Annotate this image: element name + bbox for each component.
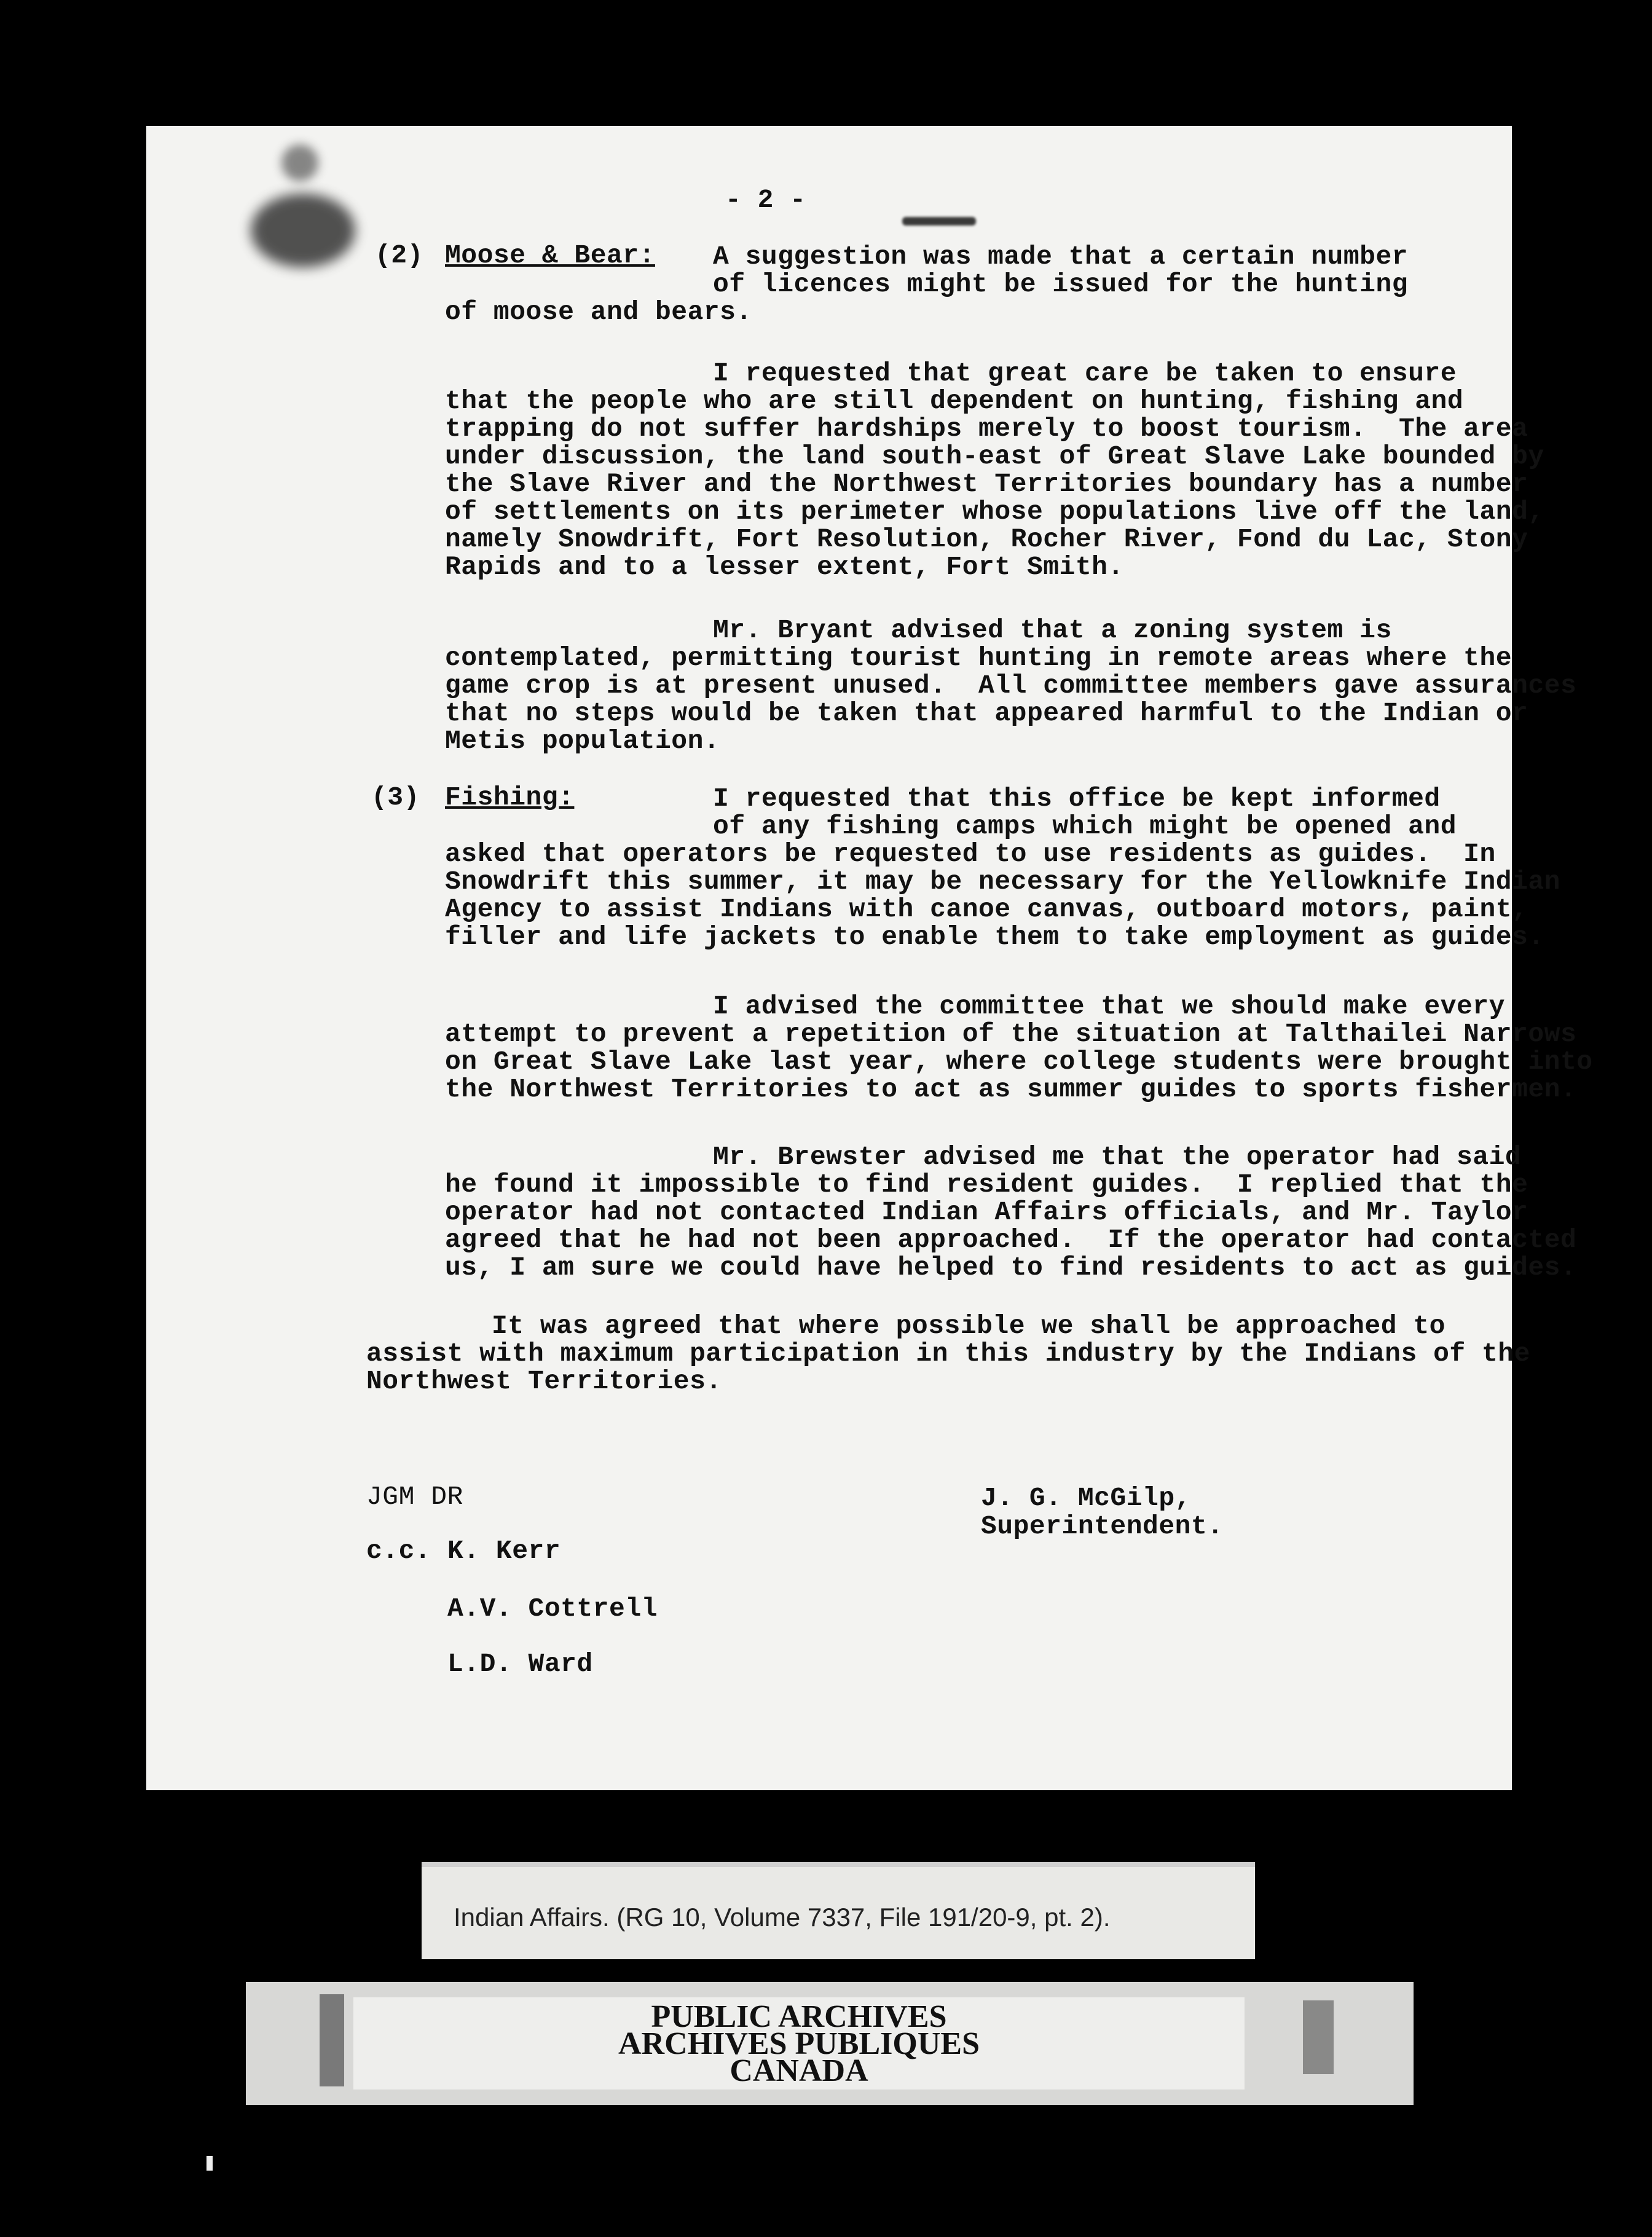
cc-recipient: A.V. Cottrell — [447, 1594, 658, 1624]
stamp-line: ARCHIVES PUBLIQUES — [618, 2026, 980, 2061]
section-2-line: of licences might be issued for the hunting — [713, 269, 1409, 299]
ink-smudge — [902, 217, 976, 226]
paragraph-committee: I advised the committee that we should make every attempt to prevent a repetition of the situation at Talthailei Narrows on Great Slave Lake last year, where college students were brought into the Northwest Territories to act as summer guides to sports fishermen. — [445, 991, 1593, 1104]
cc-label: c.c. — [366, 1536, 431, 1566]
cc-recipient: L.D. Ward — [447, 1649, 593, 1679]
paragraph-agreed: It was agreed that where possible we shall be approached to assist with maximum participation in this industry by the Indians of the Northwest Territories. — [366, 1311, 1530, 1396]
typist-initials: JGM DR — [366, 1482, 463, 1512]
section-3-heading: Fishing: — [445, 782, 575, 812]
page-number: - 2 - — [725, 185, 806, 215]
signature-title: Superintendent. — [981, 1511, 1224, 1541]
cc-recipient: K. Kerr — [447, 1536, 561, 1566]
paragraph-bryant: Mr. Bryant advised that a zoning system is contemplated, permitting tourist hunting in remote areas where the game crop is at present unused. All committee members gave assurances that no steps would be taken that appeared harmful to the Indian or Metis population. — [445, 615, 1577, 756]
film-speck — [206, 2156, 213, 2171]
ink-smudge — [281, 144, 318, 181]
section-2-line: of moose and bears. — [445, 297, 752, 327]
section-3-line: I requested that this office be kept informed — [713, 784, 1441, 814]
archive-stamp — [353, 1997, 1245, 2090]
strip-shadow — [1303, 2000, 1334, 2074]
section-3-line: of any fishing camps which might be opened and — [713, 811, 1457, 841]
section-2-number: (2) — [375, 240, 423, 270]
paragraph-tourism: I requested that great care be taken to ensure that the people who are still dependent on hunting, fishing and trapping do not suffer hardships merely to boost tourism. The area under discussion, the land south-east of Great Slave Lake bounded by the Slave River and the Northwest Territories boundary has a number of settlements on its perimeter whose populations live off the land, namely Snowdrift, Fort Resolution, Rocher River, Fond du Lac, Stony Rapids and to a lesser extent, Fort Smith. — [445, 358, 1544, 582]
section-2-line: A suggestion was made that a certain number — [713, 242, 1409, 272]
stamp-line: PUBLIC ARCHIVES — [651, 1999, 947, 2034]
section-3-body: asked that operators be requested to use residents as guides. In Snowdrift this summer, it may be necessary for the Yellowknife Indian Agency to assist Indians with canoe canvas, outboard motors, paint, filler and life jackets to enable them to take employment as guides. — [445, 839, 1560, 952]
stamp-line: CANADA — [730, 2053, 868, 2088]
signature-name: J. G. McGilp, — [981, 1483, 1191, 1513]
strip-shadow — [320, 1994, 344, 2086]
section-2-heading: Moose & Bear: — [445, 240, 655, 270]
section-3-number: (3) — [371, 782, 420, 812]
paragraph-brewster: Mr. Brewster advised me that the operator had said he found it impossible to find resident guides. I replied that the operator had not contacted Indian Affairs officials, and Mr. Taylor agreed that he had not been approached. If the operator had contacted us, I am sure we could have helped to find residents to act as guides. — [445, 1142, 1577, 1283]
ink-smudge — [251, 194, 355, 267]
citation-text: Indian Affairs. (RG 10, Volume 7337, File 191/20-9, pt. 2). — [454, 1903, 1111, 1932]
citation-label — [422, 1862, 1255, 1959]
document-page — [146, 126, 1593, 1790]
